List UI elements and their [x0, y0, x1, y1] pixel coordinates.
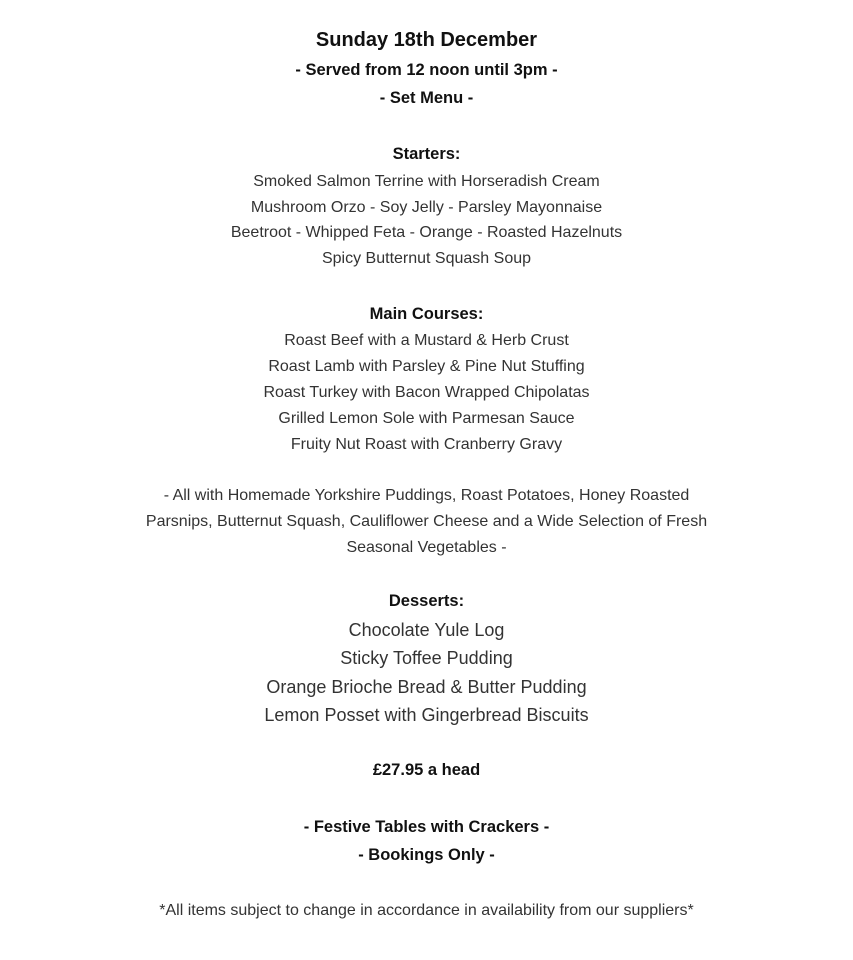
availability-disclaimer: *All items subject to change in accordance in availability from our suppliers*	[159, 902, 694, 919]
main-course-item: Roast Beef with a Mustard & Herb Crust	[284, 332, 569, 349]
dessert-item: Chocolate Yule Log	[348, 620, 505, 640]
set-menu-label: - Set Menu -	[379, 89, 474, 107]
main-course-item: Roast Lamb with Parsley & Pine Nut Stuffing	[268, 358, 585, 375]
menu-date-title: Sunday 18th December	[315, 29, 538, 51]
dessert-item: Lemon Posset with Gingerbread Biscuits	[264, 705, 589, 725]
accompaniments-line: Parsnips, Butternut Squash, Cauliflower Cheese and a Wide Selection of Fresh	[145, 513, 708, 530]
accompaniments-line: Seasonal Vegetables -	[346, 539, 507, 556]
main-courses-heading: Main Courses:	[369, 305, 484, 323]
desserts-heading: Desserts:	[388, 592, 465, 610]
dessert-item: Sticky Toffee Pudding	[340, 648, 513, 668]
festive-tables-note: - Festive Tables with Crackers -	[303, 818, 550, 836]
main-course-item: Grilled Lemon Sole with Parmesan Sauce	[278, 410, 575, 427]
accompaniments-line: - All with Homemade Yorkshire Puddings, Roast Potatoes, Honey Roasted	[163, 487, 690, 504]
starter-item: Mushroom Orzo - Soy Jelly - Parsley Mayonnaise	[250, 199, 603, 216]
starter-item: Beetroot - Whipped Feta - Orange - Roasted Hazelnuts	[230, 224, 623, 241]
starter-item: Spicy Butternut Squash Soup	[321, 250, 532, 267]
main-course-item: Fruity Nut Roast with Cranberry Gravy	[290, 436, 563, 453]
main-course-item: Roast Turkey with Bacon Wrapped Chipolatas	[263, 384, 590, 401]
starters-heading: Starters:	[392, 145, 461, 163]
starter-item: Smoked Salmon Terrine with Horseradish Cream	[253, 173, 600, 190]
dessert-item: Orange Brioche Bread & Butter Pudding	[266, 677, 587, 697]
price-per-head: £27.95 a head	[372, 761, 481, 779]
service-times: - Served from 12 noon until 3pm -	[295, 61, 558, 79]
bookings-only-note: - Bookings Only -	[358, 846, 495, 864]
